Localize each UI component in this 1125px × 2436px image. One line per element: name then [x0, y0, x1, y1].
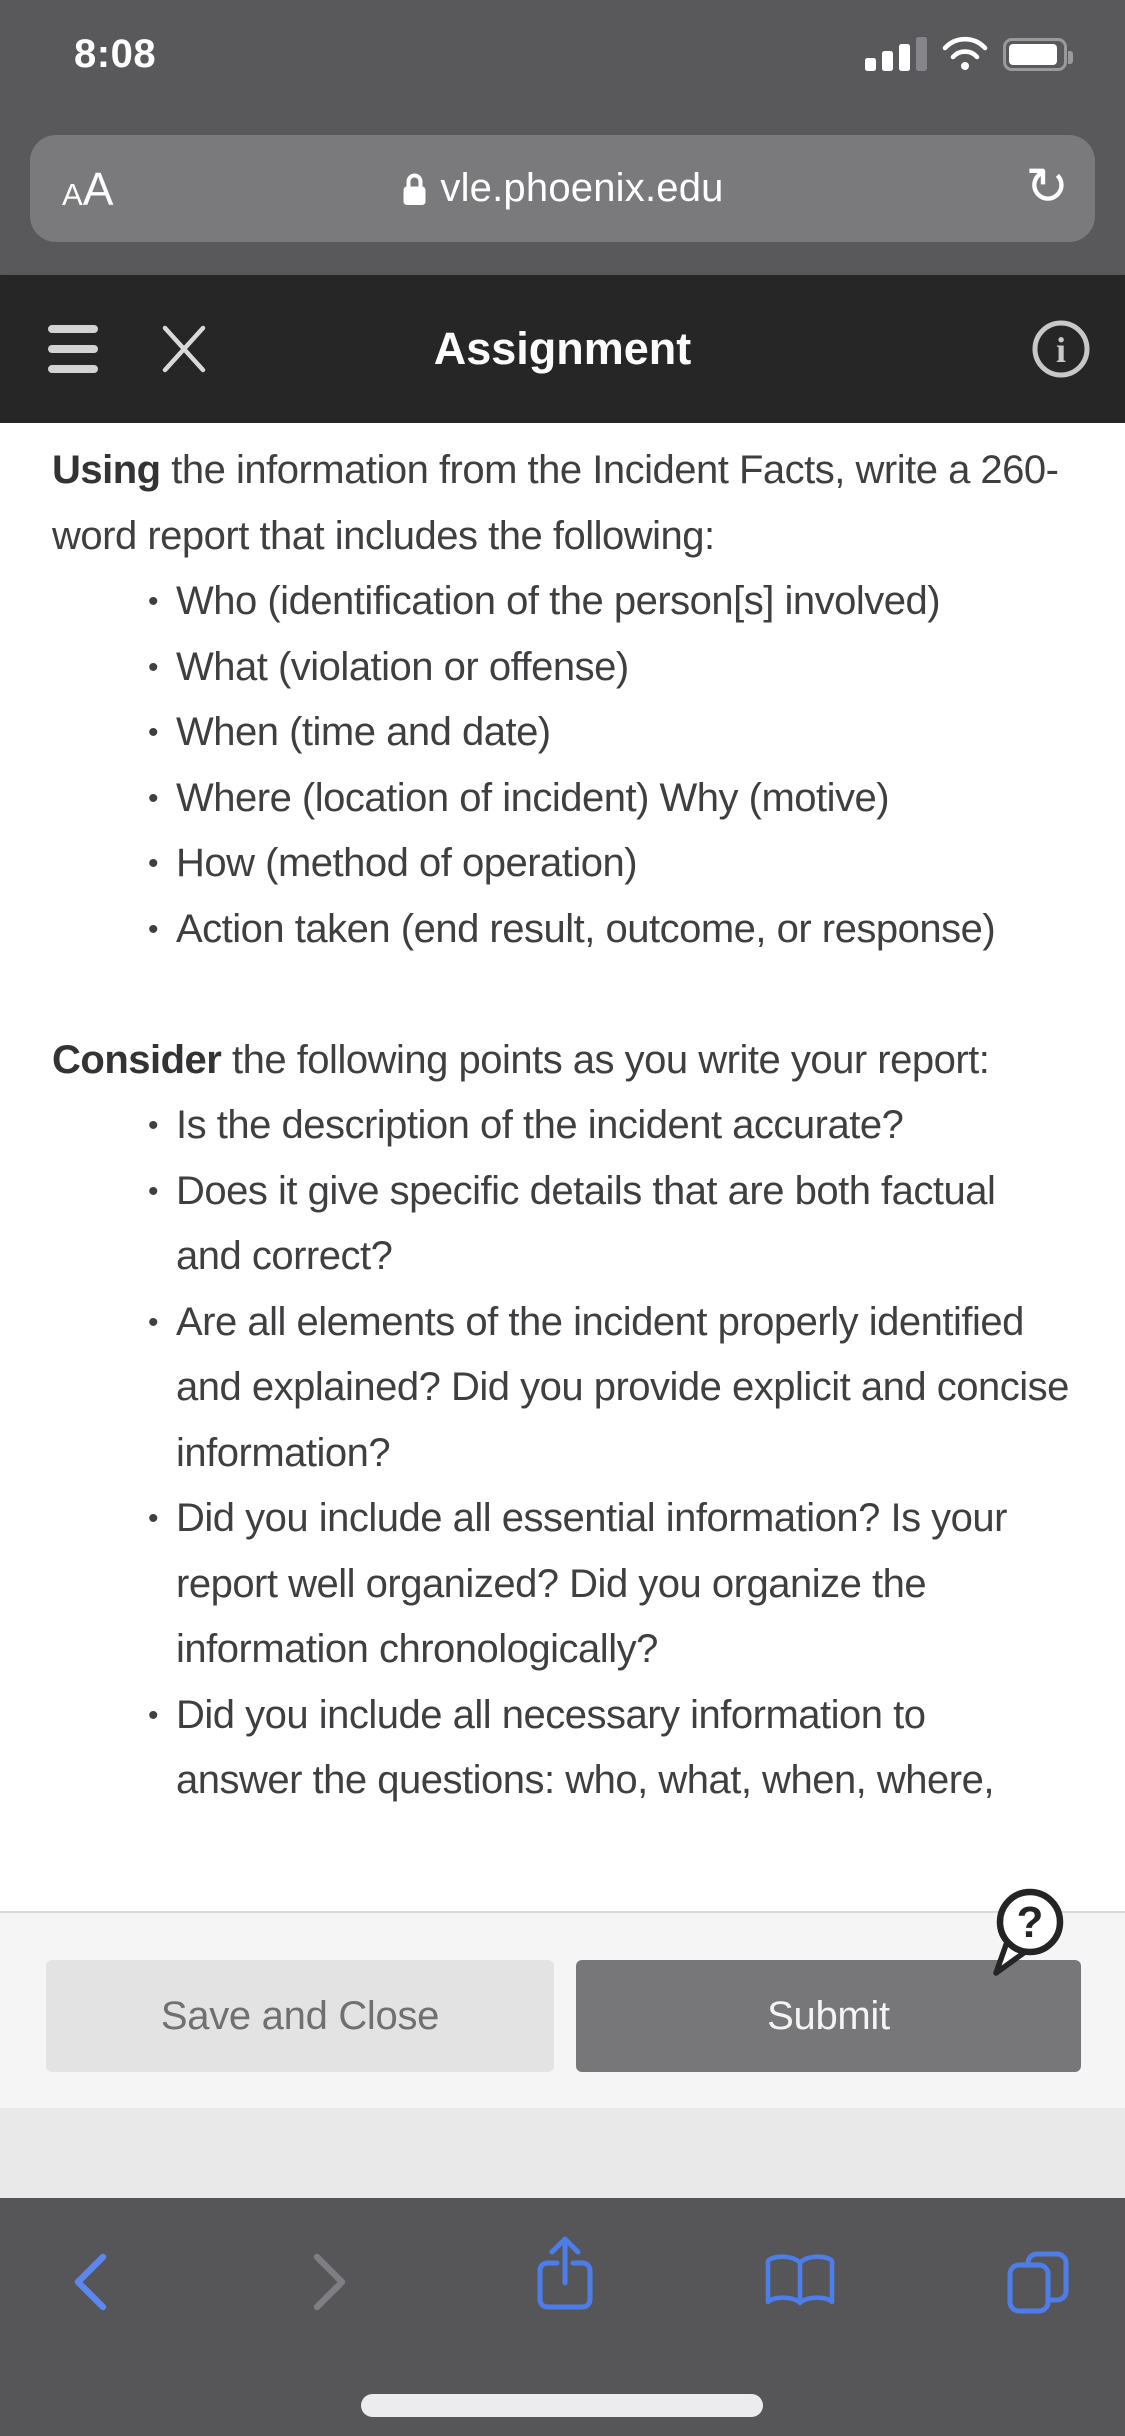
- consider-paragraph: Consider the following points as you write your report:: [52, 1037, 990, 1082]
- status-bar: [0, 26, 1125, 82]
- list-item: • Did you include all essential information? Is your report well organized? Did you organize the information chronologically?: [52, 1486, 1070, 1683]
- wifi-icon: [941, 36, 989, 72]
- lock-icon: [401, 171, 428, 207]
- svg-text:i: i: [1055, 330, 1067, 370]
- share-icon: [533, 2233, 597, 2315]
- save-and-close-button[interactable]: Save and Close: [46, 1960, 554, 2072]
- list-item: • How (method of operation): [52, 831, 1070, 897]
- info-icon[interactable]: [1025, 313, 1097, 385]
- intro-lead-word: Using: [52, 448, 161, 492]
- bookmarks-button[interactable]: [760, 2242, 840, 2322]
- consider-bullet-list: [52, 1093, 1070, 1814]
- help-icon[interactable]: [986, 1882, 1070, 1980]
- list-item: • Are all elements of the incident properly identified and explained? Did you provide explicit and concise information?: [52, 1290, 1070, 1487]
- clipped-text-line: answer the questions: who, what, when, where,: [176, 1758, 994, 1802]
- safari-top-chrome: [0, 0, 1125, 275]
- svg-text:?: ?: [1016, 1898, 1044, 1947]
- forward-chevron-icon: [310, 2252, 350, 2312]
- url-field[interactable]: [30, 166, 1095, 211]
- assignment-header: [0, 275, 1125, 423]
- consider-lead-word: Consider: [52, 1037, 222, 1082]
- tabs-button[interactable]: [998, 2242, 1078, 2322]
- list-item: • What (violation or offense): [52, 635, 1070, 701]
- close-icon[interactable]: [158, 323, 210, 375]
- address-bar[interactable]: [30, 135, 1095, 242]
- back-button[interactable]: [50, 2242, 130, 2322]
- list-item: • Is the description of the incident accurate?: [52, 1093, 1070, 1159]
- clock-time: 8:08: [74, 31, 157, 76]
- cellular-signal-icon: [865, 37, 927, 71]
- intro-paragraph: Using the information from the Incident Facts, write a 260-word report that includes the following:: [52, 448, 1059, 558]
- battery-icon: [1003, 38, 1067, 71]
- forward-button[interactable]: [290, 2242, 370, 2322]
- menu-button[interactable]: [48, 325, 98, 373]
- bookmarks-icon: [761, 2252, 839, 2312]
- safari-toolbar: [0, 2198, 1125, 2436]
- share-button[interactable]: [525, 2234, 605, 2314]
- back-chevron-icon: [70, 2252, 110, 2312]
- list-item: • Where (location of incident) Why (motive): [52, 766, 1070, 832]
- tabs-icon: [1004, 2248, 1072, 2316]
- list-item: • Who (identification of the person[s] involved): [52, 569, 1070, 635]
- submit-button[interactable]: Submit: [576, 1960, 1081, 2072]
- list-item: • Action taken (end result, outcome, or response): [52, 897, 1070, 963]
- action-bar: [0, 1898, 1125, 2108]
- url-text: vle.phoenix.edu: [440, 166, 724, 210]
- intro-bullet-list: [52, 569, 1070, 962]
- home-indicator[interactable]: [361, 2394, 763, 2417]
- list-item: • When (time and date): [52, 700, 1070, 766]
- text-size-button[interactable]: A A: [62, 162, 114, 215]
- page-title: Assignment: [433, 323, 692, 374]
- status-icons: [865, 36, 1067, 72]
- assignment-body: [0, 423, 1125, 1911]
- reload-icon[interactable]: ↻: [1025, 156, 1069, 217]
- list-item: • Did you include all necessary information to answer the questions: who, what, when, where,: [52, 1683, 1070, 1814]
- list-item: • Does it give specific details that are both factual and correct?: [52, 1159, 1070, 1290]
- content-background-band: [0, 2108, 1125, 2198]
